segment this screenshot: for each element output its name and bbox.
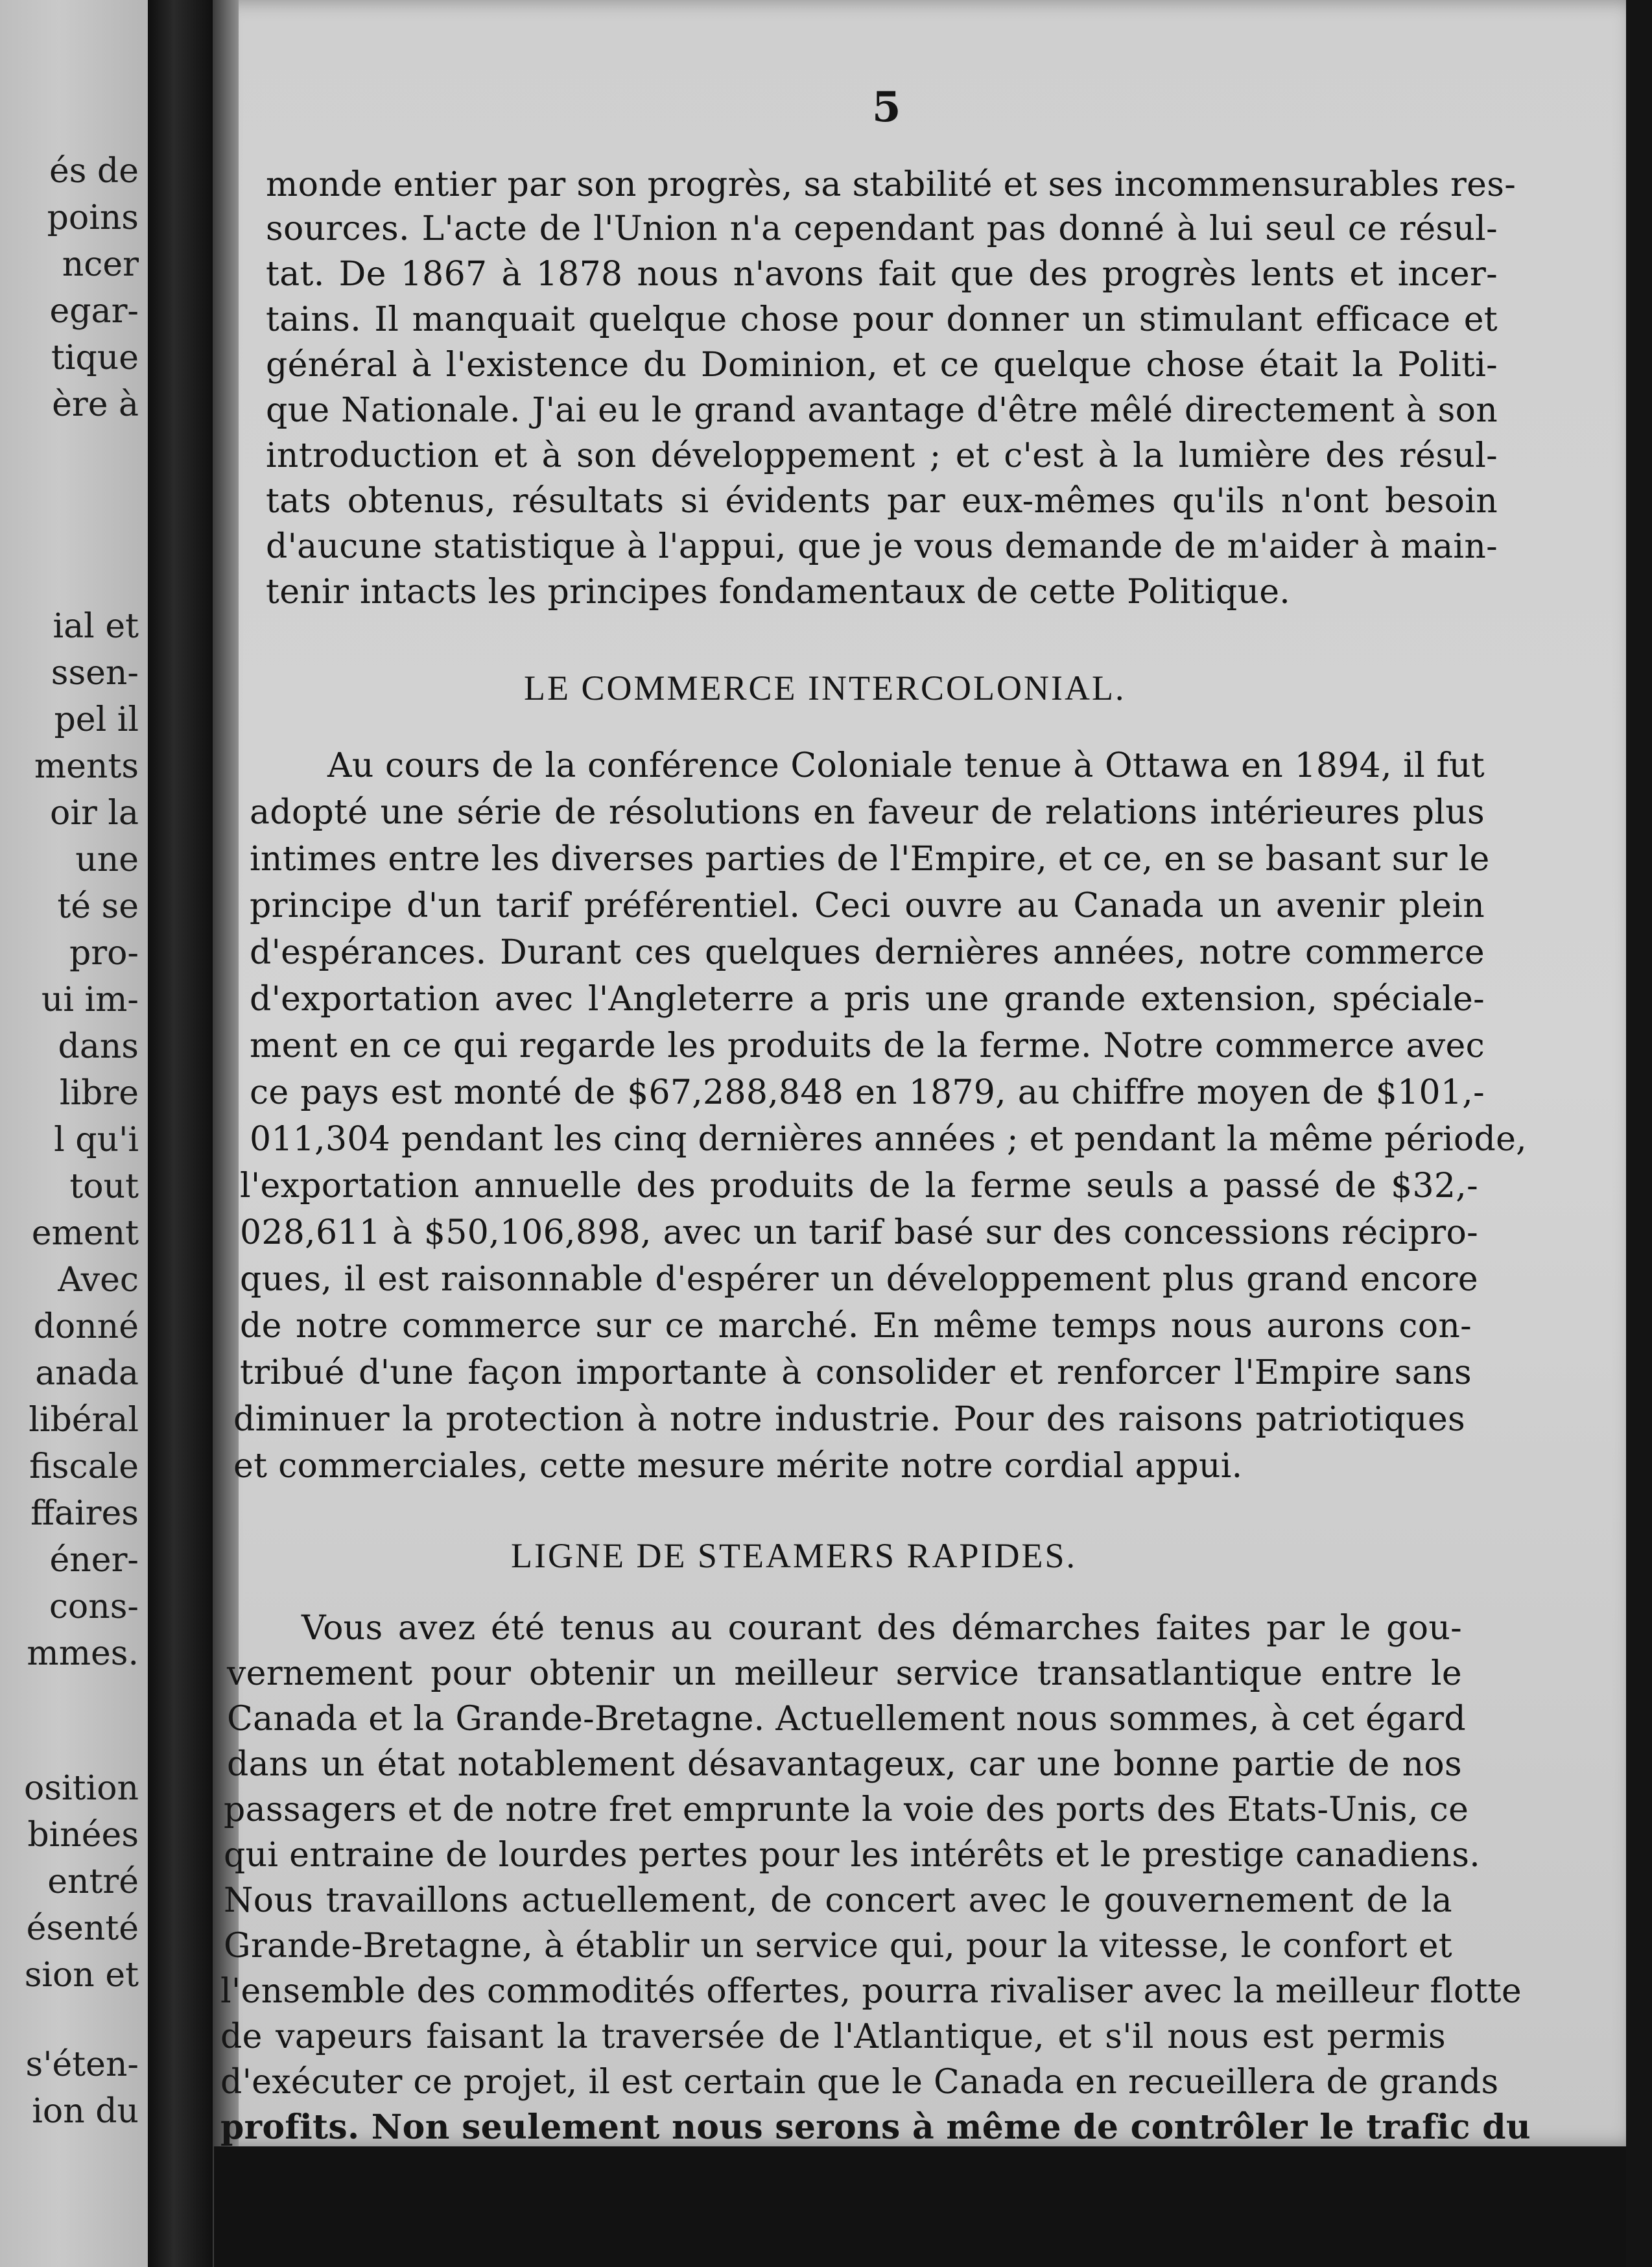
paragraph-3-line: Grande-Bretagne, à établir un service qui, pour la vitesse, le confort et [224,1927,1452,1965]
left-fragment: egar- [49,292,139,331]
left-fragment: ffaires [30,1494,139,1533]
paragraph-1-line: tenir intacts les principes fondamentaux de cette Politique. [266,573,1291,611]
left-fragment: libéral [29,1401,139,1440]
left-fragment: ial et [53,607,139,646]
left-fragment: oir la [50,794,139,833]
paragraph-2-line: ce pays est monté de $67,288,848 en 1879, au chiffre moyen de $101,- [250,1073,1485,1112]
page-number: 5 [872,83,901,132]
paragraph-2-line: d'espérances. Durant ces quelques dernières années, notre commerce [250,933,1485,972]
left-fragment: ui im- [41,980,139,1019]
left-fragment: ion du [32,2092,139,2131]
paragraph-1-line: que Nationale. J'ai eu le grand avantage d'être mêlé directement à son [266,391,1498,430]
paragraph-3-line: qui entraine de lourdes pertes pour les intérêts et le prestige canadiens. [224,1836,1481,1875]
left-fragment: Avec [58,1261,139,1300]
paragraph-3-line: l'ensemble des commodités offertes, pourra rivaliser avec la meilleur flotte [220,1972,1522,2011]
paragraph-1-line: tat. De 1867 à 1878 nous n'avons fait que des progrès lents et incer- [266,255,1498,294]
paragraph-2-line: d'exportation avec l'Angleterre a pris une grande extension, spéciale- [250,980,1485,1019]
right-page-edge [1626,0,1652,2267]
left-fragment: fiscale [29,1447,139,1486]
paragraph-2-line: principe d'un tarif préférentiel. Ceci ouvre au Canada un avenir plein [250,886,1485,925]
left-fragment: tique [51,338,139,377]
paragraph-2-line: ment en ce qui regarde les produits de la ferme. Notre commerce avec [250,1027,1485,1065]
paragraph-1-line: sources. L'acte de l'Union n'a cependant pas donné à lui seul ce résul- [266,209,1498,248]
paragraph-3-line: de vapeurs faisant la traversée de l'Atlantique, et s'il nous est permis [220,2017,1446,2056]
left-fragment: une [75,840,139,879]
left-fragment: ésenté [26,1909,139,1948]
paragraph-1-line: introduction et à son développement ; et c'est à la lumière des résul- [266,436,1498,475]
left-fragment: poins [47,198,139,237]
left-fragment: s'éten- [25,2045,139,2084]
paragraph-3-line: Vous avez été tenus au courant des démarches faites par le gou- [301,1609,1462,1648]
left-fragment: és de [49,152,139,191]
paragraph-2-line: de notre commerce sur ce marché. En même temps nous aurons con- [240,1307,1472,1346]
left-fragment: anada [35,1354,139,1393]
paragraph-3-line: vernement pour obtenir un meilleur service transatlantique entre le [227,1654,1462,1693]
paragraph-2-line: intimes entre les diverses parties de l'Empire, et ce, en se basant sur le [250,840,1490,879]
paragraph-1-line: tats obtenus, résultats si évidents par eux-mêmes qu'ils n'ont besoin [266,482,1498,521]
left-fragment: sion et [24,1956,139,1995]
left-page-margin [0,0,148,2267]
section-heading-steamers: LIGNE DE STEAMERS RAPIDES. [511,1536,1078,1575]
left-fragment: dans [58,1027,139,1066]
paragraph-2-line: l'exportation annuelle des produits de la ferme seuls a passé de $32,- [240,1167,1478,1205]
paragraph-3-line: dans un état notablement désavantageux, car une bonne partie de nos [227,1745,1462,1784]
paragraph-3-line: Nous travaillons actuellement, de concert avec le gouvernement de la [224,1881,1452,1920]
left-fragment: osition [24,1769,139,1808]
left-fragment: mmes. [27,1634,139,1673]
left-fragment: libre [59,1074,139,1113]
left-fragment: l qu'i [54,1121,139,1159]
paragraph-1-line: d'aucune statistique à l'appui, que je vous demande de m'aider à main- [266,527,1498,566]
left-fragment: entré [47,1862,139,1901]
paragraph-1-line: général à l'existence du Dominion, et ce quelque chose était la Politi- [266,346,1498,385]
left-fragment: té se [57,887,139,926]
paragraph-1-line: tains. Il manquait quelque chose pour donner un stimulant efficace et [266,300,1498,339]
left-fragment: ments [34,747,139,786]
paragraph-2-line: adopté une série de résolutions en faveur de relations intérieures plus [250,793,1485,832]
paragraph-2-line: Au cours de la conférence Coloniale tenue à Ottawa en 1894, il fut [327,746,1485,785]
left-fragment: donné [33,1307,139,1346]
left-fragment: ssen- [51,654,139,693]
left-fragment: pel il [54,700,139,739]
left-fragment: pro- [69,934,139,973]
left-fragment: tout [69,1167,139,1206]
paragraph-2-line: 011,304 pendant les cinq dernières années ; et pendant la même période, [250,1120,1528,1159]
paragraph-2-line: ques, il est raisonnable d'espérer un développement plus grand encore [240,1260,1478,1299]
paragraph-2-line: et commerciales, cette mesure mérite notre cordial appui. [233,1447,1243,1486]
paragraph-2-line: 028,611 à $50,106,898, avec un tarif basé sur des concessions récipro- [240,1213,1478,1252]
paragraph-3-line: profits. Non seulement nous serons à même de contrôler le trafic du [220,2107,1531,2147]
paragraph-3-line: Canada et la Grande-Bretagne. Actuellement nous sommes, à cet égard [227,1700,1466,1739]
paragraph-1-line: monde entier par son progrès, sa stabilité et ses incommensurables res- [266,165,1516,204]
left-fragment: ncer [62,245,139,284]
left-fragment: éner- [49,1541,139,1580]
left-fragment: cons- [49,1587,139,1626]
left-fragment: binées [27,1816,139,1855]
paragraph-2-line: diminuer la protection à notre industrie. Pour des raisons patriotiques [233,1400,1465,1439]
paragraph-3-line: d'exécuter ce projet, il est certain que le Canada en recueillera de grands [220,2063,1499,2102]
paragraph-3-line: passagers et de notre fret emprunte la voie des ports des Etats-Unis, ce [224,1790,1469,1829]
left-fragment: ère à [52,385,139,424]
book-gutter [148,0,213,2267]
section-heading-commerce: LE COMMERCE INTERCOLONIAL. [524,669,1126,707]
bottom-page-edge [214,2146,1626,2267]
paragraph-2-line: tribué d'une façon importante à consolider et renforcer l'Empire sans [240,1353,1472,1392]
left-fragment: ement [31,1214,139,1253]
